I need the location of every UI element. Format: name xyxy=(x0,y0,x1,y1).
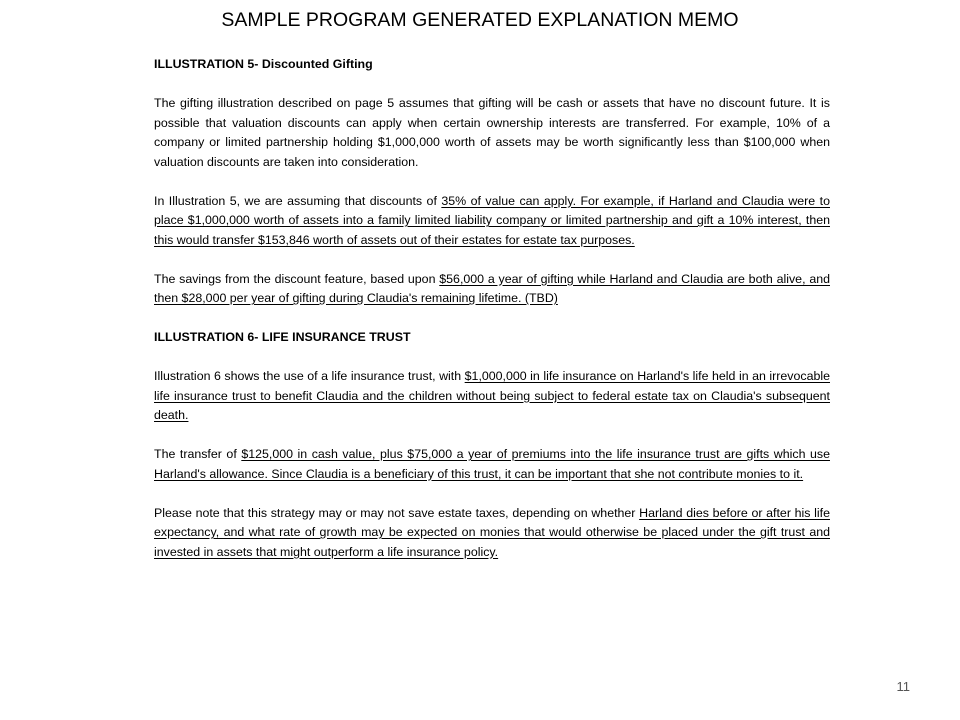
underlined-text: $125,000 in cash value, plus $75,000 a year of premiums into the life insurance trust are gifts which use Harland's allowance. Since Claudia is a beneficiary of this trust, it can be important that she not contribute monies to it. xyxy=(154,447,830,481)
underlined-text: Harland dies before or after his life expectancy, and what rate of growth may be expected on monies that would otherwise be placed under the gift trust and invested in assets that might outperform a life insurance policy. xyxy=(154,505,830,559)
underlined-text: $1,000,000 in life insurance on Harland's life held in an irrevocable life insurance trust to benefit Claudia and the children without being subject to federal estate tax on Claudia's subsequent death. xyxy=(154,369,830,422)
illustration-6-paragraph-1 xyxy=(154,367,830,426)
illustration-6-paragraph-3 xyxy=(154,504,830,563)
paragraph-lead-text: Illustration 6 shows the use of a life insurance trust, with xyxy=(154,369,465,383)
page-number: 11 xyxy=(896,679,910,694)
paragraph-lead-text: The transfer of xyxy=(154,447,242,461)
paragraph-lead-text: Please note that this strategy may or may not save estate taxes, depending on whether xyxy=(154,505,640,520)
paragraph-lead-text: The savings from the discount feature, based upon xyxy=(154,271,440,286)
memo-title: SAMPLE PROGRAM GENERATED EXPLANATION MEMO xyxy=(221,9,739,31)
illustration-6-paragraph-2 xyxy=(154,445,830,484)
paragraph-lead-text: In Illustration 5, we are assuming that discounts of xyxy=(154,193,442,208)
illustration-5-paragraph-1: The gifting illustration described on page 5 assumes that gifting will be cash or assets that have no discount future. It is possible that valuation discounts can apply when certain ownership interests are transferred. For example, 10% of a company or limited partnership holding $1,000,000 worth of assets may be worth significantly less than $100,000 when valuation discounts are taken into consideration. xyxy=(154,96,830,169)
illustration-6-heading: ILLUSTRATION 6- LIFE INSURANCE TRUST xyxy=(154,330,411,344)
illustration-5-heading: ILLUSTRATION 5- Discounted Gifting xyxy=(154,57,373,71)
underlined-text: $56,000 a year of gifting while Harland and Claudia are both alive, and then $28,000 per year of gifting during Claudia's remaining lifetime. (TBD) xyxy=(154,271,830,305)
illustration-5-paragraph-3 xyxy=(154,270,830,309)
illustration-5-paragraph-2 xyxy=(154,192,830,251)
underlined-text: 35% of value can apply. For example, if Harland and Claudia were to place $1,000,000 worth of assets into a family limited liability company or limited partnership and gift a 10% interest, then this would transfer $153,846 worth of assets out of their estates for estate tax purposes. xyxy=(154,193,830,247)
memo-body xyxy=(154,55,830,582)
